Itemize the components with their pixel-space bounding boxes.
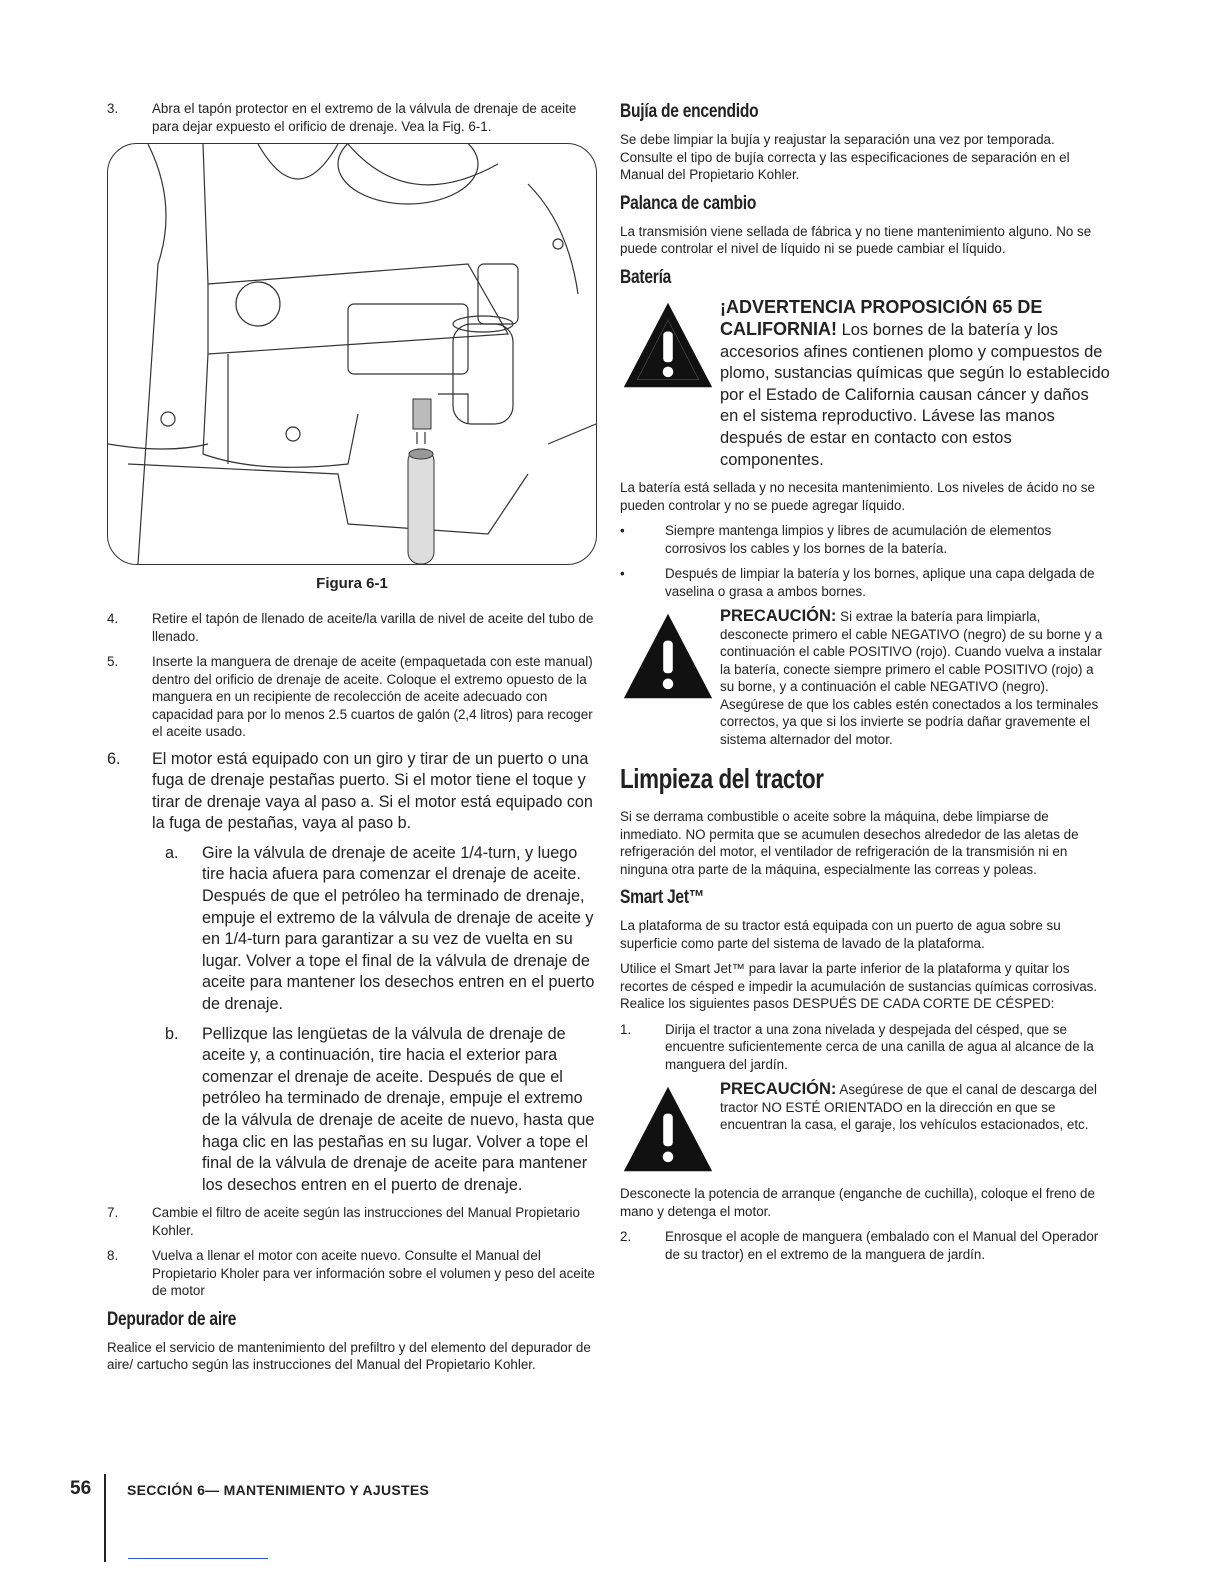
figure-caption: Figura 6-1: [316, 575, 388, 592]
footer-divider: [104, 1474, 106, 1562]
step-number: 7.: [107, 1205, 119, 1221]
bullet-text: Después de limpiar la batería y los bornes, aplique una capa delgada de vaselina o grasa a ambos bornes.: [665, 566, 1095, 599]
battery-bullet: • Siempre mantenga limpios y libres de acumulación de elementos corrosivos los cables y los bornes de la batería.: [620, 522, 1110, 557]
shift-lever-text: La transmisión viene sellada de fábrica y no tiene mantenimiento alguno. No se puede controlar el nivel de líquido ni se puede cambiar el líquido.: [620, 223, 1092, 256]
step-number: 8.: [107, 1248, 119, 1264]
page-footer: [70, 1474, 670, 1564]
step-text: Retire el tapón de llenado de aceite/la varilla de nivel de aceite del tubo de llenado.: [152, 611, 594, 644]
warning-triangle-icon: [620, 608, 716, 704]
warning-title: ¡ADVERTENCIA PROPOSICIÓN 65 DE CALIFORNIA!: [720, 296, 1043, 340]
substep-b: [165, 1024, 597, 1197]
spark-plug-text: Se debe limpiar la bujía y reajustar la separación una vez por temporada. Consulte el tipo de bujía correcta y las especificaciones de separación en el Manual del Propietario Kohler.: [620, 132, 1070, 182]
bullet-text: Siempre mantenga limpios y libres de acumulación de elementos corrosivos los cables y los bornes de la batería.: [665, 523, 1052, 556]
step-4: [107, 610, 597, 645]
step-number: 5.: [107, 654, 119, 669]
caution-body: Si extrae la batería para limpiarla, desconecte primero el cable NEGATIVO (negro) de su borne y a continuación el cable POSITIVO (rojo). Cuando vuelva a instalar la batería, conecte siempre primero el cable POSITIVO (rojo) a su borne, y a continuación el cable NEGATIVO (negro). Asegúrese de que los cables estén conectados a los terminales correctos, ya que si los invierte se podría dañar gravemente el sistema alternador del motor.: [720, 609, 1103, 747]
caution-text-block: [720, 608, 1110, 748]
right-column: [620, 100, 1110, 1271]
substep-text: Gire la válvula de drenaje de aceite 1/4-turn, y luego tire hacia afuera para comenzar el drenaje de aceite. Después de que el petróleo ha terminado de drenaje, empuje el extremo de la válvula de drenaje de aceite y en 1/4-turn para garantizar a su vez de vuelta en su lugar. Volver a tope el final de la válvula de drenaje de aceite para mantener los desechos entren en el puerto de drenaje.: [202, 843, 595, 1014]
step-7: [107, 1204, 597, 1239]
step-number: 6.: [107, 749, 121, 768]
page-number: 56: [70, 1478, 92, 1499]
battery-caution: [620, 608, 1110, 748]
caution-title: PRECAUCIÓN:: [720, 1080, 837, 1099]
caution-title: PRECAUCIÓN:: [720, 607, 837, 626]
engine-drain-valve-drawing: [108, 144, 596, 564]
step-text: Dirija el tractor a una zona nivelada y despejada del césped, que se encuentre suficientemente cerca de una canilla de agua al alcance de la manguera del jardín.: [665, 1021, 1094, 1072]
smart-jet-step-1: [620, 1021, 1110, 1074]
step-3: [107, 100, 597, 135]
prop65-warning: [620, 297, 1110, 472]
step-text: Inserte la manguera de drenaje de aceite (empaquetada con este manual) dentro del orificio de drenaje de aceite. Coloque el extremo opuesto de la manguera en un recipiente de recolección de aceite adecuado con capacidad para por lo menos 2.5 cuartos de galón (2,4 litros) para recoger el aceite usado.: [152, 654, 593, 739]
substep-letter: a.: [165, 843, 179, 862]
step-text: Vuelva a llenar el motor con aceite nuevo. Consulte el Manual del Propietario Kholer para ver información sobre el volumen y peso del aceite de motor: [152, 1248, 595, 1299]
step-5: [107, 653, 597, 741]
substep-letter: b.: [165, 1024, 179, 1043]
step-number: 1.: [620, 1021, 632, 1037]
warning-triangle-icon: [620, 1081, 716, 1177]
spark-plug-heading: Bujía de encendido: [620, 101, 759, 122]
battery-text: La batería está sellada y no necesita mantenimiento. Los niveles de ácido no se pueden controlar y no se puede agregar líquido.: [620, 480, 1095, 513]
substep-a: [165, 843, 597, 1016]
left-column: [107, 100, 597, 1382]
step-number: 2.: [620, 1229, 632, 1245]
bottom-rule: [128, 1558, 268, 1559]
smart-jet-text-2: Utilice el Smart Jet™ para lavar la parte inferior de la plataforma y quitar los recortes de césped e impedir la acumulación de sustancias químicas corrosivas. Realice los siguientes pasos DESPUÉS DE CADA CORTE DE CÉSPED:: [620, 961, 1098, 1012]
tractor-cleaning-heading: Limpieza del tractor: [620, 763, 824, 795]
step-6: [107, 749, 597, 835]
figure-6-1-illustration: [107, 143, 597, 565]
substep-text: Pellizque las lengüetas de la válvula de drenaje de aceite y, a continuación, tire hacia el exterior para comenzar el drenaje de aceite. Después de que el petróleo ha terminado de drenaje, empuje el extremo de la válvula de drenaje de aceite de nuevo, hasta que haga clic en las pestañas en su lugar. Volver a tope el final de la válvula de drenaje de aceite para mantener los desechos entren en el puerto de drenaje.: [202, 1024, 595, 1194]
discharge-caution: [620, 1081, 1110, 1177]
section-title: SECCIÓN 6— MANTENIMIENTO Y AJUSTES: [127, 1482, 430, 1498]
battery-heading: Batería: [620, 266, 672, 288]
air-cleaner-text: Realice el servicio de mantenimiento del prefiltro y del elemento del depurador de aire/ cartucho según las instrucciones del Manual del Propietario Kohler.: [107, 1339, 591, 1373]
warning-body: Los bornes de la batería y los accesorios afines contienen plomo y compuestos de plomo, sustancias químicas que según lo establecido por el Estado de California causan cáncer y daños en el sistema reproductivo. Lávese las manos después de estar en contacto con estos componentes.: [720, 321, 1110, 469]
battery-bullet: • Después de limpiar la batería y los bornes, aplique una capa delgada de vaselina o grasa a ambos bornes.: [620, 565, 1110, 600]
air-cleaner-heading: Depurador de aire: [107, 1308, 237, 1330]
caution-body: Asegúrese de que el canal de descarga del tractor NO ESTÉ ORIENTADO en la dirección en que se encuentran la casa, el garaje, los vehículos estacionados, etc.: [720, 1082, 1097, 1133]
step-text: Abra el tapón protector en el extremo de la válvula de drenaje de aceite para dejar expuesto el orificio de drenaje. Vea la Fig. 6-1.: [152, 101, 577, 134]
tractor-cleaning-text: Si se derrama combustible o aceite sobre la máquina, debe limpiarse de inmediato. NO permita que se acumulen desechos alrededor de las aletas de refrigeración del motor, el ventilador de refrigeración de la transmisión ni en ninguna otra parte de la máquina, especialmente las correas y poleas.: [620, 809, 1079, 877]
smart-jet-step-2: [620, 1228, 1110, 1263]
warning-triangle-icon: [620, 297, 716, 393]
step-text: Enrosque el acople de manguera (embalado con el Manual del Operador de su tractor) en el extremo de la manguera de jardín.: [665, 1229, 1099, 1262]
shift-lever-heading: Palanca de cambio: [620, 192, 757, 214]
caution-text-block: [720, 1081, 1110, 1177]
warning-text-block: [720, 297, 1110, 472]
step-text: El motor está equipado con un giro y tirar de un puerto o una fuga de drenaje pestañas puerto. Si el motor tiene el toque y tirar de drenaje vaya al paso a. Si el motor está equipado con la fuga de pestañas, vaya al paso b.: [152, 749, 593, 833]
smart-jet-heading: Smart Jet™: [620, 887, 705, 909]
step-8: [107, 1247, 597, 1300]
step-text: Cambie el filtro de aceite según las instrucciones del Manual Propietario Kohler.: [152, 1205, 580, 1238]
smart-jet-text-1: La plataforma de su tractor está equipada con un puerto de agua sobre su superficie como parte del sistema de lavado de la plataforma.: [620, 918, 1061, 951]
step-number: 3.: [107, 101, 119, 116]
disconnect-text: Desconecte la potencia de arranque (enganche de cuchilla), coloque el freno de mano y detenga el motor.: [620, 1186, 1095, 1219]
step-number: 4.: [107, 611, 119, 626]
